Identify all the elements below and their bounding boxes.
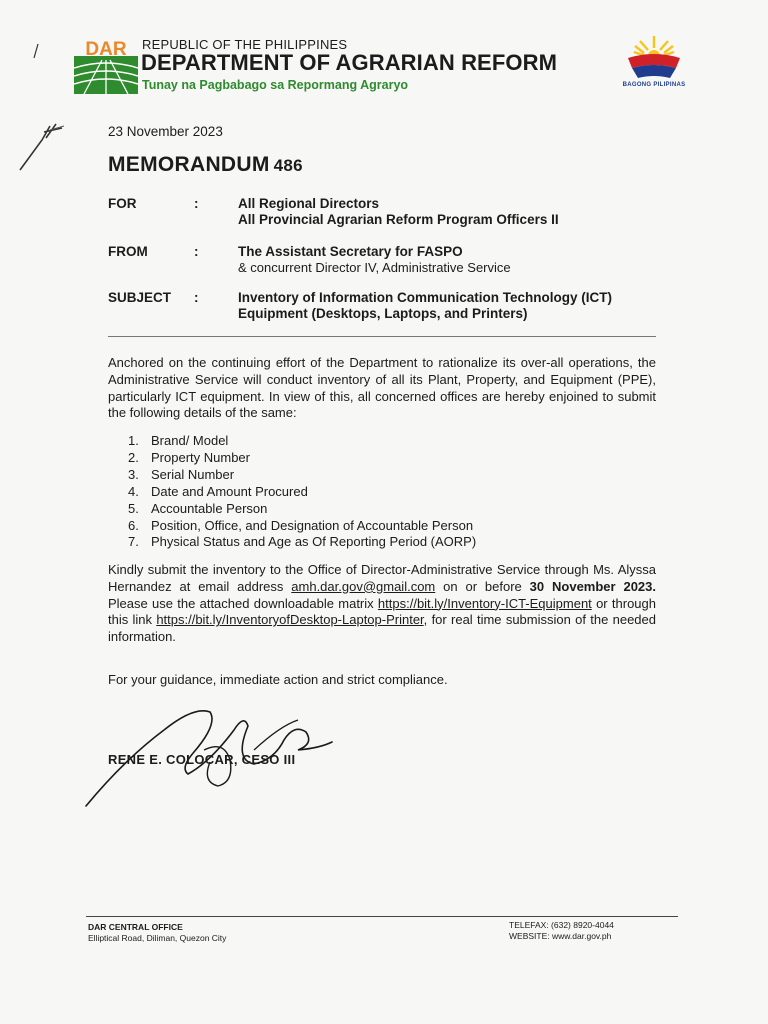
from-line1: The Assistant Secretary for FASPO (238, 244, 463, 259)
list-item: 7. Physical Status and Age as Of Reporting Period (AORP) (128, 534, 477, 550)
subject-line1: Inventory of Information Communication Technology (ICT) (238, 290, 612, 305)
subject-colon: : (194, 290, 199, 305)
scan-marks (0, 0, 120, 190)
list-item: 4. Date and Amount Procured (128, 483, 308, 499)
subject-line2: Equipment (Desktops, Laptops, and Printers) (238, 306, 528, 321)
details-list (128, 433, 476, 551)
header-divider (108, 336, 656, 337)
subject-value (238, 290, 678, 322)
memo-date: 23 November 2023 (108, 124, 223, 139)
email-link[interactable]: amh.dar.gov@gmail.com (291, 578, 436, 594)
for-label: FOR (108, 196, 137, 211)
list-item: 3. Serial Number (128, 466, 235, 482)
footer-office-name: DAR CENTRAL OFFICE (88, 922, 183, 932)
inventory-desktop-link[interactable]: https://bit.ly/InventoryofDesktop-Laptop-Printer (156, 612, 424, 628)
from-value (238, 244, 668, 276)
footer-divider (86, 916, 678, 917)
footer-office (88, 922, 226, 944)
footer-address: Elliptical Road, Diliman, Quezon City (88, 933, 227, 943)
list-item: 1. Brand/ Model (128, 433, 229, 448)
list-item: 6. Position, Office, and Designation of Accountable Person (128, 517, 474, 533)
from-colon: : (194, 244, 199, 259)
memo-number: 486 (273, 156, 303, 175)
from-line2: & concurrent Director IV, Administrative Service (238, 260, 511, 275)
body-paragraph-2: Kindly submit the inventory to the Office of Director-Administrative Service through Ms. Alyssa Hernandez at email address amh.dar.gov@gmail.com on or before 30 November 2023. Please use the attached downloadable matrix https://bit.ly/Inventory-ICT-Equipment or through this link https://bit.ly/InventoryofDesktop-Laptop-Printer, for real time submission of the needed information. (108, 562, 657, 645)
memo-title-text: MEMORANDUM (108, 153, 270, 176)
footer-website: WEBSITE: www.dar.gov.ph (509, 931, 612, 941)
for-colon: : (194, 196, 199, 211)
list-item: 5. Accountable Person (128, 500, 268, 516)
body-paragraph-3: For your guidance, immediate action and strict compliance. (108, 672, 448, 687)
for-value (238, 196, 668, 228)
footer-telefax: TELEFAX: (632) 8920-4044 (509, 920, 614, 930)
department-tagline: Tunay na Pagbabago sa Repormang Agraryo (142, 78, 409, 92)
for-line1: All Regional Directors (238, 196, 380, 211)
dar-logo (74, 38, 138, 94)
memo-title (108, 153, 303, 177)
department-heading: DEPARTMENT OF AGRARIAN REFORM (141, 50, 557, 75)
seal-label: BAGONG PILIPINAS (622, 82, 686, 88)
inventory-ict-link[interactable]: https://bit.ly/Inventory-ICT-Equipment (377, 595, 592, 611)
republic-heading: REPUBLIC OF THE PHILIPPINES (142, 37, 348, 52)
for-line2: All Provincial Agrarian Reform Program Officers II (238, 212, 559, 227)
signatory-name: RENE E. COLOCAR, CESO III (108, 752, 296, 767)
list-item: 2. Property Number (128, 449, 250, 465)
footer-contact (509, 920, 614, 942)
dar-logo-text: DAR (85, 39, 127, 60)
from-label: FROM (108, 244, 148, 259)
body-paragraph-1: Anchored on the continuing effort of the Department to rationalize its over-all operations, the Administrative Service will conduct inventory of all its Plant, Property, and Equipment (PPE), particularly ICT equipment. In view of this, all concerned offices are hereby enjoined to submit the following details of the same: (108, 355, 656, 421)
subject-label: SUBJECT (108, 290, 172, 305)
deadline: 30 November 2023. (529, 578, 657, 594)
